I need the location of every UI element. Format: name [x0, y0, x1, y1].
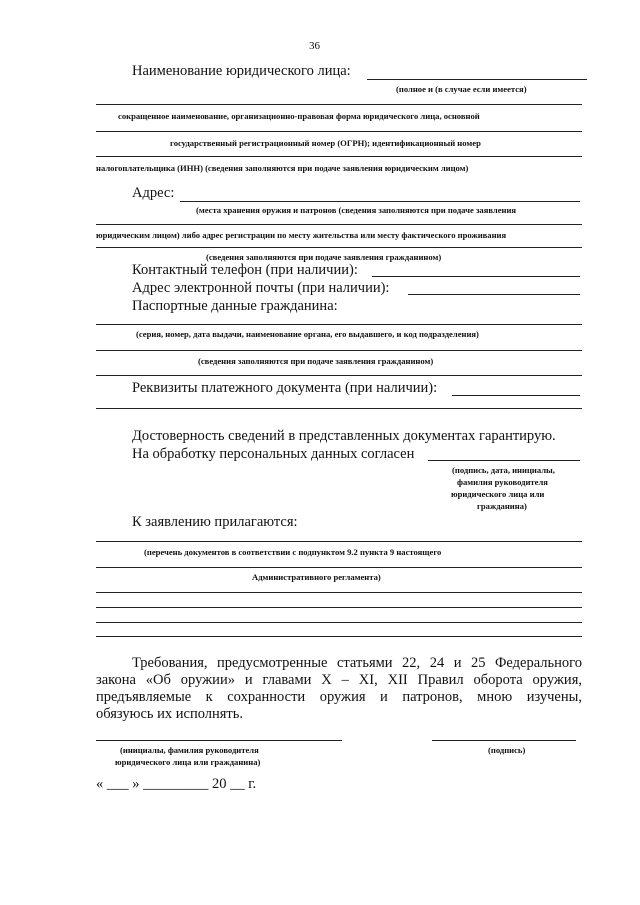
consent-statement: Достоверность сведений в представленных документах гарантирую.	[132, 428, 556, 444]
sign-line[interactable]	[432, 740, 576, 741]
address-label: Адрес:	[132, 185, 175, 201]
requirements-line-4: обязуюсь их исполнять.	[96, 706, 244, 722]
address-line-3[interactable]	[96, 247, 582, 248]
attachments-note-2: Административного регламента)	[252, 572, 381, 582]
attachments-line-1[interactable]	[96, 541, 582, 542]
requirements-line-2: закона «Об оружии» и главами X – XI, XII Правил оборота оружия,	[96, 672, 582, 688]
consent-sig-note-3: юридического лица или	[451, 489, 545, 499]
email-label: Адрес электронной почты (при наличии):	[132, 280, 390, 296]
email-field-line[interactable]	[408, 294, 580, 295]
payment-line-2[interactable]	[96, 408, 582, 409]
address-note-3: (сведения заполняются при подаче заявления гражданином)	[206, 252, 442, 262]
org-name-line-3[interactable]	[96, 131, 582, 132]
org-name-field-line[interactable]	[367, 79, 587, 80]
passport-line-2[interactable]	[96, 350, 582, 351]
passport-line-1[interactable]	[96, 324, 582, 325]
passport-note-2: (сведения заполняются при подаче заявления гражданином)	[198, 356, 434, 366]
address-field-line[interactable]	[180, 201, 580, 202]
org-name-line-4[interactable]	[96, 156, 582, 157]
payment-label: Реквизиты платежного документа (при наличии):	[132, 380, 438, 396]
consent-personal-data: На обработку персональных данных согласен	[132, 446, 415, 462]
passport-note: (серия, номер, дата выдачи, наименование органа, его выдавшего, и код подразделения)	[136, 329, 479, 339]
payment-field-line[interactable]	[452, 395, 580, 396]
consent-sig-note-1: (подпись, дата, инициалы,	[452, 465, 555, 475]
org-name-note-1: (полное и (в случае если имеется)	[396, 84, 527, 94]
phone-label: Контактный телефон (при наличии):	[132, 262, 358, 278]
address-note-1: (места хранения оружия и патронов (сведения заполняются при подаче заявления	[196, 205, 517, 215]
name-note-1: (инициалы, фамилия руководителя	[120, 745, 259, 755]
org-name-note-4: налогоплательщика (ИНН) (сведения заполняются при подаче заявления юридическим лицом)	[96, 163, 469, 173]
attachments-line-4[interactable]	[96, 607, 582, 608]
attachments-line-2[interactable]	[96, 567, 582, 568]
requirements-line-3: предъявляемые к сохранности оружия и патронов, мною изучены,	[96, 689, 582, 705]
org-name-label: Наименование юридического лица:	[132, 63, 351, 79]
name-signature-line[interactable]	[96, 740, 342, 741]
org-name-note-2: сокращенное наименование, организационно-правовая форма юридического лица, основной	[118, 111, 480, 121]
consent-sig-note-4: гражданина)	[477, 501, 527, 511]
consent-signature-line[interactable]	[428, 460, 580, 461]
requirements-line-1: Требования, предусмотренные статьями 22, 24 и 25 Федерального	[132, 655, 582, 671]
address-line-2[interactable]	[96, 224, 582, 225]
attachments-line-6[interactable]	[96, 636, 582, 637]
org-name-line-2[interactable]	[96, 104, 582, 105]
attachments-line-3[interactable]	[96, 592, 582, 593]
date-field[interactable]: « ___ » _________ 20 __ г.	[96, 776, 257, 792]
passport-line-3[interactable]	[96, 375, 582, 376]
attachments-label: К заявлению прилагаются:	[132, 514, 298, 530]
passport-label: Паспортные данные гражданина:	[132, 298, 338, 314]
attachments-note-1: (перечень документов в соответствии с подпунктом 9.2 пункта 9 настоящего	[144, 547, 442, 557]
name-note-2: юридического лица или гражданина)	[115, 757, 261, 767]
sign-note: (подпись)	[488, 745, 526, 755]
org-name-note-3: государственный регистрационный номер (ОГРН); идентификационный номер	[170, 138, 481, 148]
consent-sig-note-2: фамилия руководителя	[457, 477, 548, 487]
address-note-2: юридическим лицом) либо адрес регистрации по месту жительства или месту фактического проживания	[96, 230, 507, 240]
attachments-line-5[interactable]	[96, 622, 582, 623]
page-number: 36	[309, 40, 320, 52]
phone-field-line[interactable]	[372, 276, 580, 277]
